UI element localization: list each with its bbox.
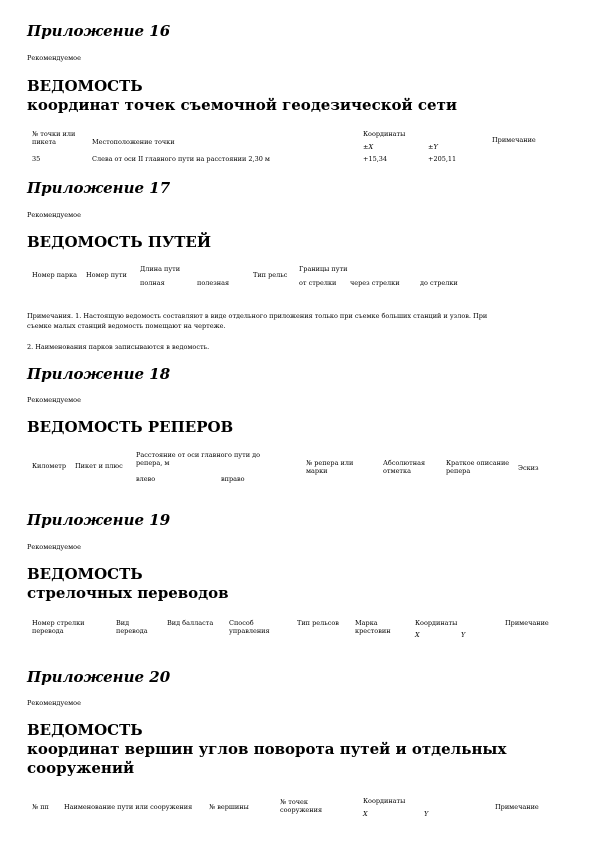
header-to-switch: до стрелки <box>420 279 458 287</box>
header-crossing-grade: Марка крестовин <box>355 619 391 635</box>
appendix-20-subheading: координат вершин углов поворота путей и отдельных <box>27 740 507 758</box>
header-coordinates-20: Координаты <box>363 797 406 805</box>
appendix-17-title: Приложение 17 <box>27 179 171 197</box>
appendix-17-heading: ВЕДОМОСТЬ ПУТЕЙ <box>27 233 211 251</box>
header-track-bounds: Границы пути <box>299 265 348 273</box>
header-object-name: Наименование пути или сооружения <box>64 803 193 811</box>
header-switch-number: Номер стрелки перевода <box>32 619 85 635</box>
header-remark-19: Примечание <box>505 619 549 627</box>
appendix-20-heading: ВЕДОМОСТЬ <box>27 721 143 739</box>
header-coordinates-19: Координаты <box>415 619 458 627</box>
header-item-number: № пп <box>32 803 49 811</box>
header-coordinates: Координаты <box>363 130 406 138</box>
row-y: +205,11 <box>428 155 457 163</box>
header-benchmark-number: № репера или марки <box>306 459 354 475</box>
header-control-method: Способ управления <box>229 619 270 635</box>
appendix-20-title: Приложение 20 <box>27 668 171 686</box>
header-kilometer: Километр <box>32 462 67 470</box>
header-absolute-elevation: Абсолютная отметка <box>383 459 426 475</box>
header-y-19: Y <box>461 631 466 639</box>
note-2: 2. Наименования парков записываются в ведомость. <box>27 343 210 351</box>
header-remark: Примечание <box>492 136 536 144</box>
appendix-16-title: Приложение 16 <box>27 22 171 40</box>
appendix-17-recommended: Рекомендуемое <box>27 211 81 219</box>
header-sketch: Эскиз <box>518 464 539 472</box>
row-point-number: 35 <box>32 155 41 163</box>
header-x: ±X <box>363 143 374 151</box>
header-description: Краткое описание репера <box>446 459 510 475</box>
appendix-18-title: Приложение 18 <box>27 365 171 383</box>
note-1: Примечания. 1. Настоящую ведомость составляют в виде отдельного приложения только при съемке больших станций и узлов. При съемке малых станций ведомость помещают на чертеже. <box>27 312 488 330</box>
appendix-16-subheading: координат точек съемочной геодезической сети <box>27 96 457 114</box>
header-distance: Расстояние от оси главного пути до репера, м <box>136 451 261 467</box>
header-rail-type: Тип рельс <box>253 271 288 279</box>
row-x: +15,34 <box>363 155 388 163</box>
header-y: ±Y <box>428 143 438 151</box>
header-rail-types: Тип рельсов <box>297 619 339 627</box>
header-vertex-number: № вершины <box>209 803 249 811</box>
header-x-20: X <box>363 810 368 818</box>
header-point-number: № точки или пикета <box>32 130 76 146</box>
header-ballast: Вид балласта <box>167 619 214 627</box>
appendix-16-heading: ВЕДОМОСТЬ <box>27 77 143 95</box>
header-length-useful: полезная <box>197 279 230 287</box>
appendix-19-heading: ВЕДОМОСТЬ <box>27 565 143 583</box>
header-track-number: Номер пути <box>86 271 127 279</box>
appendix-20-recommended: Рекомендуемое <box>27 699 81 707</box>
appendix-18-recommended: Рекомендуемое <box>27 396 81 404</box>
header-from-switch: от стрелки <box>299 279 337 287</box>
appendix-18-heading: ВЕДОМОСТЬ РЕПЕРОВ <box>27 418 234 436</box>
appendix-19-title: Приложение 19 <box>27 511 171 529</box>
appendix-20-subheading-2: сооружений <box>27 759 135 777</box>
header-point-location: Местоположение точки <box>92 138 175 146</box>
header-park-number: Номер парка <box>32 271 78 279</box>
header-length-full: полная <box>140 279 165 287</box>
header-y-20: Y <box>424 810 429 818</box>
appendix-16-recommended: Рекомендуемое <box>27 54 81 62</box>
header-structure-points: № точек сооружения <box>280 798 323 814</box>
header-right: вправо <box>221 475 245 483</box>
header-x-19: X <box>415 631 420 639</box>
header-switch-kind: Вид перевода <box>116 619 148 635</box>
header-via-switch: через стрелки <box>350 279 400 287</box>
header-track-length: Длина пути <box>140 265 181 273</box>
appendix-19-subheading: стрелочных переводов <box>27 584 229 602</box>
row-point-location: Слева от оси II главного пути на расстоянии 2,30 м <box>92 155 270 163</box>
header-left: влево <box>136 475 156 483</box>
header-remark-20: Примечание <box>495 803 539 811</box>
appendix-19-recommended: Рекомендуемое <box>27 543 81 551</box>
header-picket: Пикет и плюс <box>75 462 123 470</box>
